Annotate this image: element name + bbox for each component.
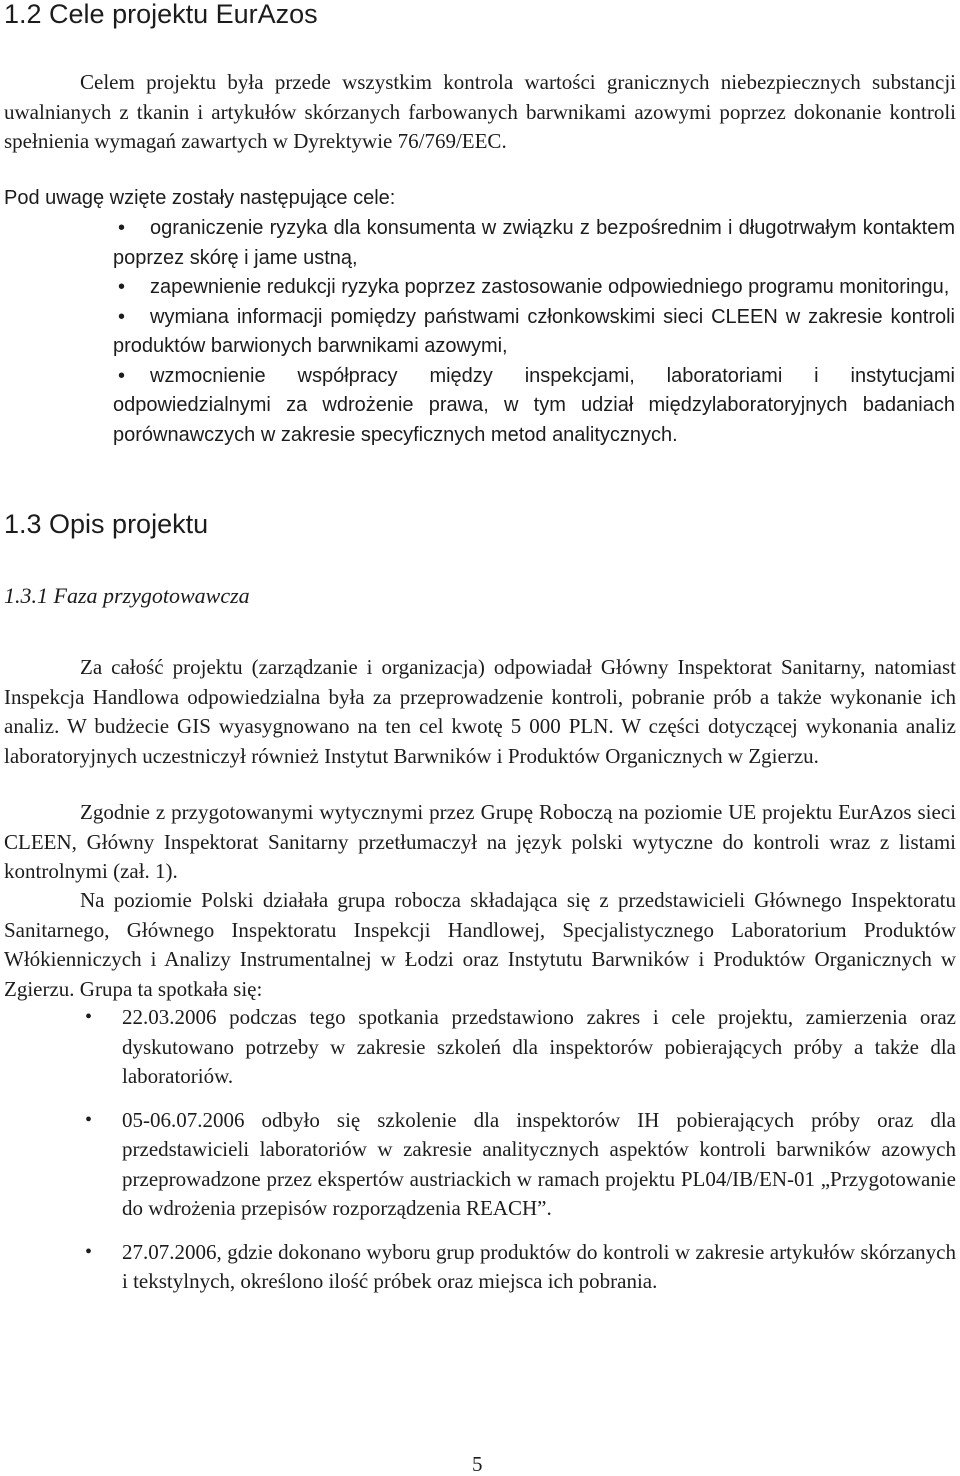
bullet-icon: • <box>118 364 126 387</box>
list-item <box>85 1238 956 1297</box>
list-item <box>113 362 955 451</box>
paragraph-responsibility: Za całość projektu (zarządzanie i organizacja) odpowiadał Główny Inspektorat Sanitarny, natomiast Inspekcja Handlowa odpowiedzialna była za przeprowadzenie kontroli, pobranie prób a także wykonanie ich analiz. W budżecie GIS wyasygnowano na ten cel kwotę 5 000 PLN. W części dotyczącej wykonania analiz laboratoryjnych uczestniczył również Instytut Barwników i Produktów Organicznych w Zgierzu. <box>4 655 956 768</box>
meeting-text: 27.07.2006, gdzie dokonano wyboru grup produktów do kontroli w zakresie artykułów skórzanych i tekstylnych, określono ilość próbek oraz miejsca ich pobrania. <box>122 1239 956 1293</box>
bullet-icon: • <box>118 276 126 298</box>
list-item <box>85 1106 956 1224</box>
goals-list <box>113 214 955 450</box>
bullet-icon: • <box>85 1108 93 1131</box>
goal-text: wzmocnienie współpracy między inspekcjami, laboratoriami i instytucjami odpowiedzialnymi za wdrożenie prawa, w tym udział międzylaboratoryjnych badaniach porównawczych w zakresie specyficznych metod analitycznych. <box>113 364 955 446</box>
list-item <box>113 303 955 362</box>
list-item <box>85 1003 956 1092</box>
meeting-text: 22.03.2006 podczas tego spotkania przedstawiono zakres i cele projektu, zamierzenia oraz dyskutowano potrzeby w zakresie szkoleń dla inspektorów pobierających próby a także dla laboratoriów. <box>122 1005 956 1088</box>
page-number: 5 <box>472 1452 483 1476</box>
bullet-icon: • <box>85 1240 93 1263</box>
meeting-text: 05-06.07.2006 odbyło się szkolenie dla inspektorów IH pobierających próby oraz dla przedstawicieli laboratoriów w zakresie analitycznych aspektów kontroli barwników azowych przeprowadzone przez ekspertów austriackich w ramach projektu PL04/IB/EN-01 „Przygotowanie do wdrożenia przepisów rozporządzenia REACH”. <box>122 1107 956 1220</box>
section-1-2-heading: 1.2 Cele projektu EurAzos <box>4 0 318 29</box>
subsection-1-3-1-heading: 1.3.1 Faza przygotowawcza <box>4 583 250 608</box>
list-item <box>113 214 955 273</box>
bullet-icon: • <box>118 217 126 239</box>
bullet-icon: • <box>85 1006 93 1028</box>
goals-lead: Pod uwagę wzięte zostały następujące cele: <box>4 187 396 209</box>
list-item <box>113 273 955 303</box>
paragraph-working-group: Na poziomie Polski działała grupa robocza składająca się z przedstawicieli Głównego Inspektoratu Sanitarnego, Głównego Inspektoratu Inspekcji Handlowej, Specjalistycznego Laboratorium Produktów Włókienniczych i Analizy Instrumentalnej w Łodzi oraz Instytutu Barwników i Produktów Organicznych w Zgierzu. Grupa ta spotkała się: <box>4 888 956 1001</box>
meetings-list <box>85 1003 956 1297</box>
goal-text: zapewnienie redukcji ryzyka poprzez zastosowanie odpowiedniego programu monitoringu, <box>150 276 950 298</box>
section-1-2-intro: Celem projektu była przede wszystkim kontrola wartości granicznych niebezpiecznych substancji uwalnianych z tkanin i artykułów skórzanych farbowanych barwnikami azowymi poprzez dokonanie kontroli spełnienia wymagań zawartych w Dyrektywie 76/769/EEC. <box>4 70 956 153</box>
goal-text: wymiana informacji pomiędzy państwami członkowskimi sieci CLEEN w zakresie kontroli produktów barwionych barwnikami azowymi, <box>113 305 955 357</box>
goal-text: ograniczenie ryzyka dla konsumenta w związku z bezpośrednim i długotrwałym kontaktem poprzez skórę i jame ustną, <box>113 217 955 269</box>
paragraph-guidelines: Zgodnie z przygotowanymi wytycznymi przez Grupę Roboczą na poziomie UE projektu EurAzos sieci CLEEN, Główny Inspektorat Sanitarny przetłumaczył na język polski wytyczne do kontroli wraz z listami kontrolnymi (zał. 1). <box>4 800 956 883</box>
section-1-3-heading: 1.3 Opis projektu <box>4 509 209 539</box>
bullet-icon: • <box>118 305 126 328</box>
